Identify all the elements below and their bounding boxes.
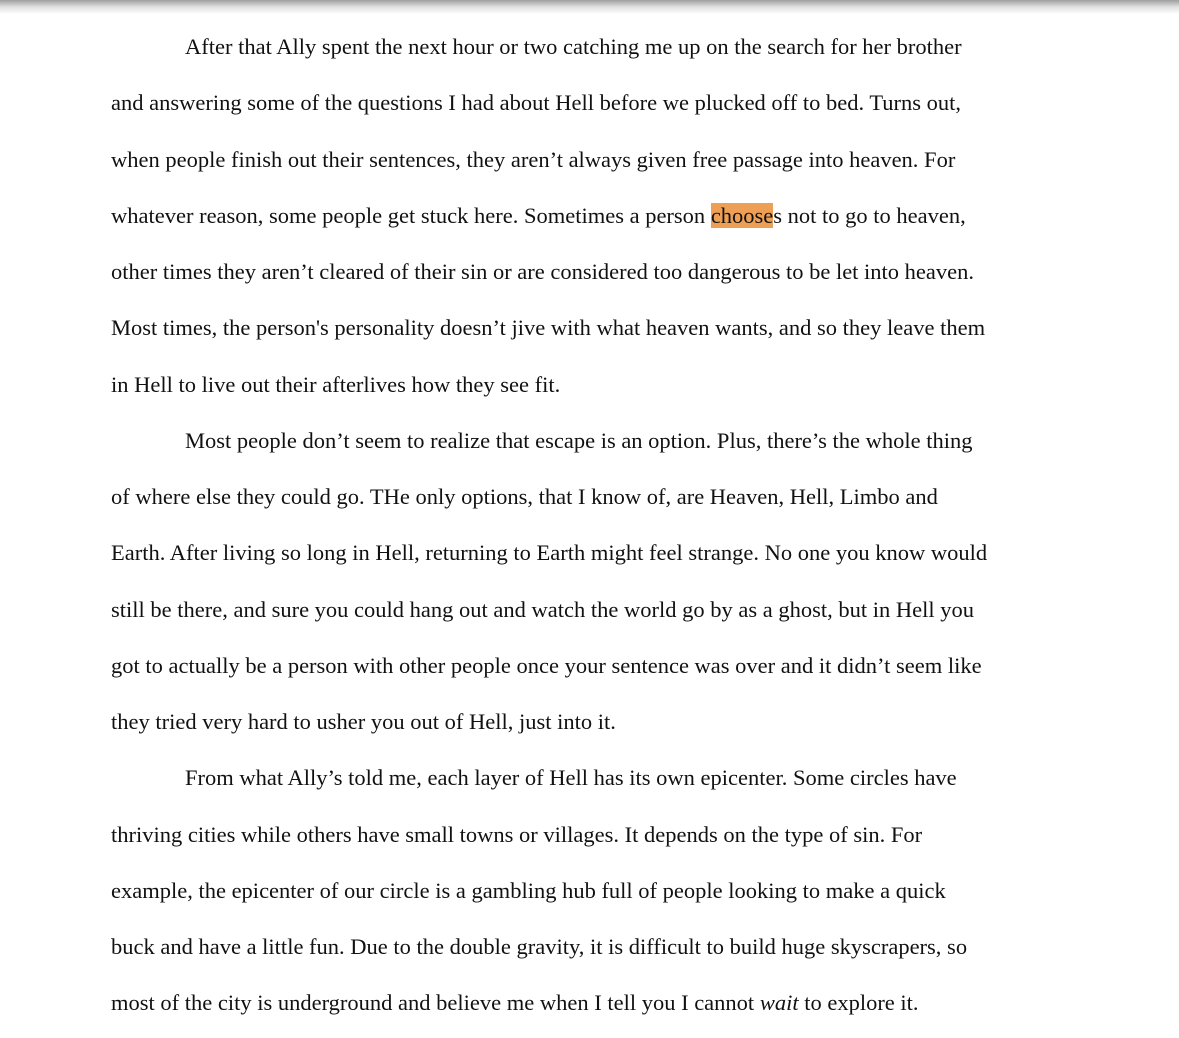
text-line[interactable]: and answering some of the questions I had about Hell before we plucked off to bed. Turns out, <box>111 90 962 116</box>
text-run: most of the city is underground and believe me when I tell you I cannot <box>111 990 760 1016</box>
text-line[interactable]: Most times, the person's personality doesn’t jive with what heaven wants, and so they leave them <box>111 315 986 341</box>
text-line[interactable]: when people finish out their sentences, they aren’t always given free passage into heaven. For <box>111 146 956 172</box>
paragraph-1[interactable] <box>111 19 1111 413</box>
text-run: s not to go to heaven, <box>773 202 966 228</box>
text-line[interactable]: thriving cities while others have small towns or villages. It depends on the type of sin. For <box>111 821 923 847</box>
text-line[interactable] <box>111 975 1111 1031</box>
text-line[interactable]: got to actually be a person with other people once your sentence was over and it didn’t seem like <box>111 652 982 678</box>
text-line[interactable]: example, the epicenter of our circle is a gambling hub full of people looking to make a quick <box>111 877 946 903</box>
text-line[interactable]: of where else they could go. THe only options, that I know of, are Heaven, Hell, Limbo and <box>111 484 938 509</box>
text-run: to explore it. <box>798 990 919 1016</box>
search-highlight[interactable]: choose <box>710 202 774 228</box>
text-line[interactable] <box>111 188 1111 244</box>
italic-text: wait <box>759 990 799 1016</box>
text-line[interactable]: buck and have a little fun. Due to the double gravity, it is difficult to build huge skyscrapers, so <box>111 934 968 959</box>
paragraph-2[interactable] <box>111 413 1111 751</box>
document-body[interactable] <box>111 19 1111 1032</box>
text-line[interactable]: in Hell to live out their afterlives how they see fit. <box>111 371 561 397</box>
toolbar-shadow <box>0 0 1179 14</box>
text-line[interactable]: other times they aren’t cleared of their sin or are considered too dangerous to be let into heaven. <box>111 259 975 284</box>
text-line[interactable]: they tried very hard to usher you out of Hell, just into it. <box>111 709 616 734</box>
text-line[interactable]: From what Ally’s told me, each layer of Hell has its own epicenter. Some circles have <box>185 765 957 791</box>
text-run: whatever reason, some people get stuck here. Sometimes a person <box>111 202 711 228</box>
text-line[interactable]: still be there, and sure you could hang out and watch the world go by as a ghost, but in Hell you <box>111 596 974 622</box>
paragraph-3[interactable] <box>111 750 1111 1031</box>
text-line[interactable]: Earth. After living so long in Hell, returning to Earth might feel strange. No one you know would <box>111 540 988 566</box>
text-line[interactable]: After that Ally spent the next hour or two catching me up on the search for her brother <box>185 34 962 59</box>
text-line[interactable]: Most people don’t seem to realize that escape is an option. Plus, there’s the whole thing <box>185 427 973 453</box>
